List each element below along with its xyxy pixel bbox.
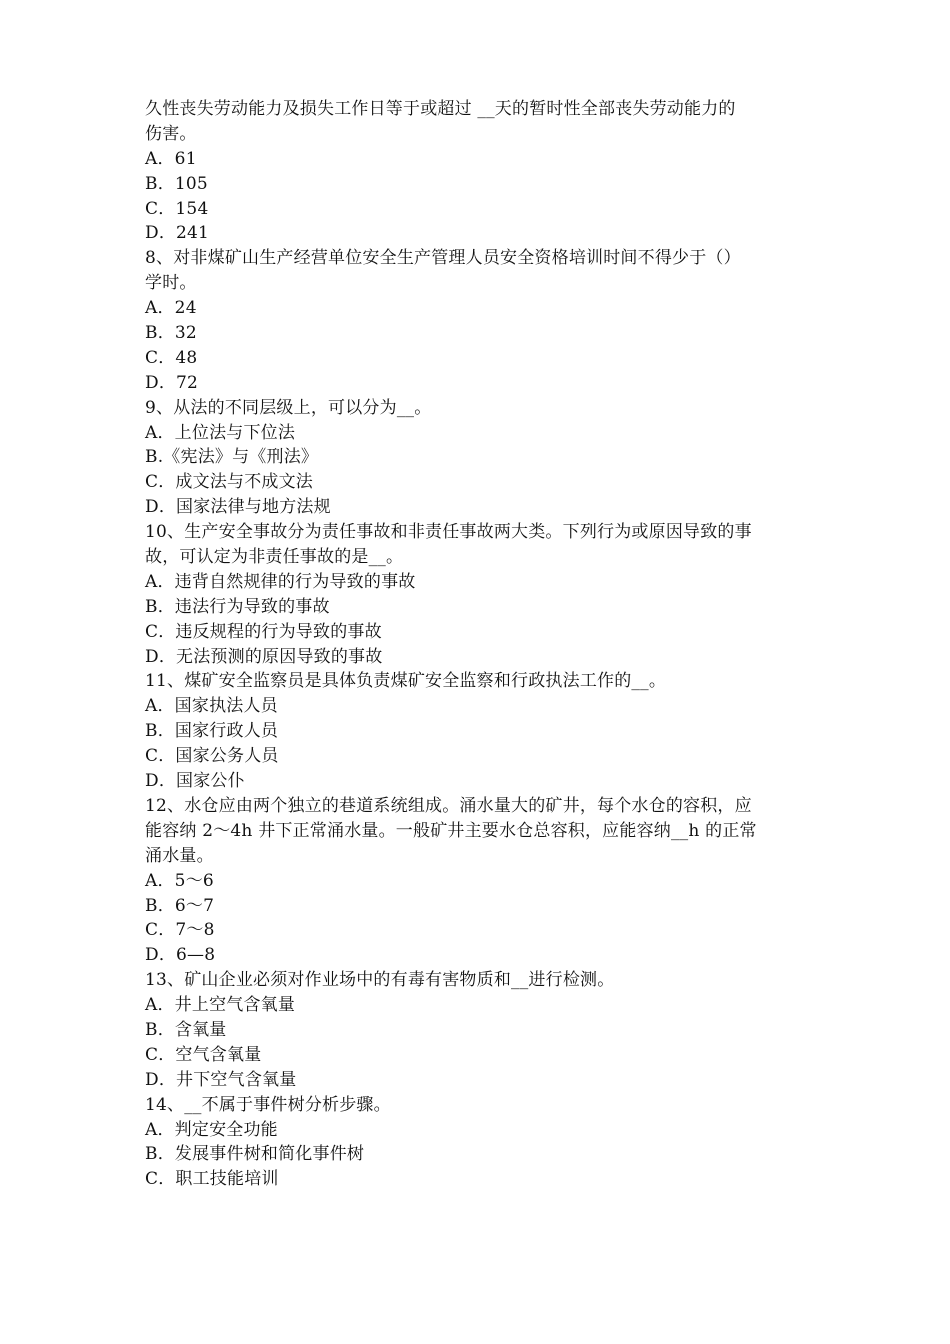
option-line: A．国家执法人员: [145, 696, 278, 717]
question-line: 涌水量。: [145, 845, 214, 866]
option-line: C．空气含氧量: [145, 1044, 262, 1065]
question-line: 13、矿山企业必须对作业场中的有毒有害物质和__进行检测。: [145, 970, 615, 991]
question-line: 故，可认定为非责任事故的是__。: [145, 547, 404, 568]
option-line: B．105: [145, 173, 208, 194]
question-line: 14、__不属于事件树分析步骤。: [145, 1094, 391, 1115]
option-line: C．国家公务人员: [145, 746, 279, 767]
text-line: 伤害。: [145, 123, 197, 144]
option-line: A．5～6: [145, 870, 214, 891]
option-line: A．违背自然规律的行为导致的事故: [145, 571, 416, 592]
option-line: D．6—8: [145, 945, 216, 966]
option-line: D．72: [145, 372, 199, 393]
option-line: A．24: [145, 298, 197, 319]
option-line: C．154: [145, 198, 209, 219]
option-line: C．7～8: [145, 920, 215, 941]
option-line: D．无法预测的原因导致的事故: [145, 646, 383, 667]
option-line: B．含氧量: [145, 1019, 227, 1040]
text-line: 久性丧失劳动能力及损失工作日等于或超过 __天的暂时性全部丧失劳动能力的: [145, 99, 736, 119]
option-line: A．61: [145, 148, 197, 169]
option-line: A．判定安全功能: [145, 1119, 278, 1140]
option-line: B．国家行政人员: [145, 721, 279, 742]
option-line: A．上位法与下位法: [145, 422, 296, 443]
option-line: B.《宪法》与《刑法》: [145, 447, 319, 468]
question-line: 学时。: [145, 273, 197, 294]
document-page: [145, 97, 815, 1192]
option-line: B．32: [145, 323, 197, 344]
option-line: A．井上空气含氧量: [145, 995, 296, 1016]
option-line: C．违反规程的行为导致的事故: [145, 621, 382, 642]
option-line: D．井下空气含氧量: [145, 1069, 297, 1090]
option-line: D．241: [145, 223, 210, 244]
option-line: C．职工技能培训: [145, 1169, 279, 1190]
option-line: D．国家公仆: [145, 771, 245, 792]
option-line: C．成文法与不成文法: [145, 472, 314, 493]
option-line: D．国家法律与地方法规: [145, 497, 331, 518]
option-line: B．发展事件树和简化事件树: [145, 1144, 365, 1165]
question-line: 8、对非煤矿山生产经营单位安全生产管理人员安全资格培训时间不得少于（）: [145, 248, 741, 269]
question-line: 10、生产安全事故分为责任事故和非责任事故两大类。下列行为或原因导致的事: [145, 522, 752, 543]
option-line: B．违法行为导致的事故: [145, 596, 330, 617]
question-line: 能容纳 2～4h 井下正常涌水量。一般矿井主要水仓总容积，应能容纳__h 的正常: [145, 820, 757, 841]
question-line: 9、从法的不同层级上，可以分为__。: [145, 397, 432, 418]
option-line: B．6～7: [145, 895, 215, 916]
option-line: C．48: [145, 347, 198, 368]
question-line: 12、水仓应由两个独立的巷道系统组成。涌水量大的矿井，每个水仓的容积，应: [145, 795, 752, 816]
question-line: 11、煤矿安全监察员是具体负责煤矿安全监察和行政执法工作的__。: [145, 671, 667, 692]
